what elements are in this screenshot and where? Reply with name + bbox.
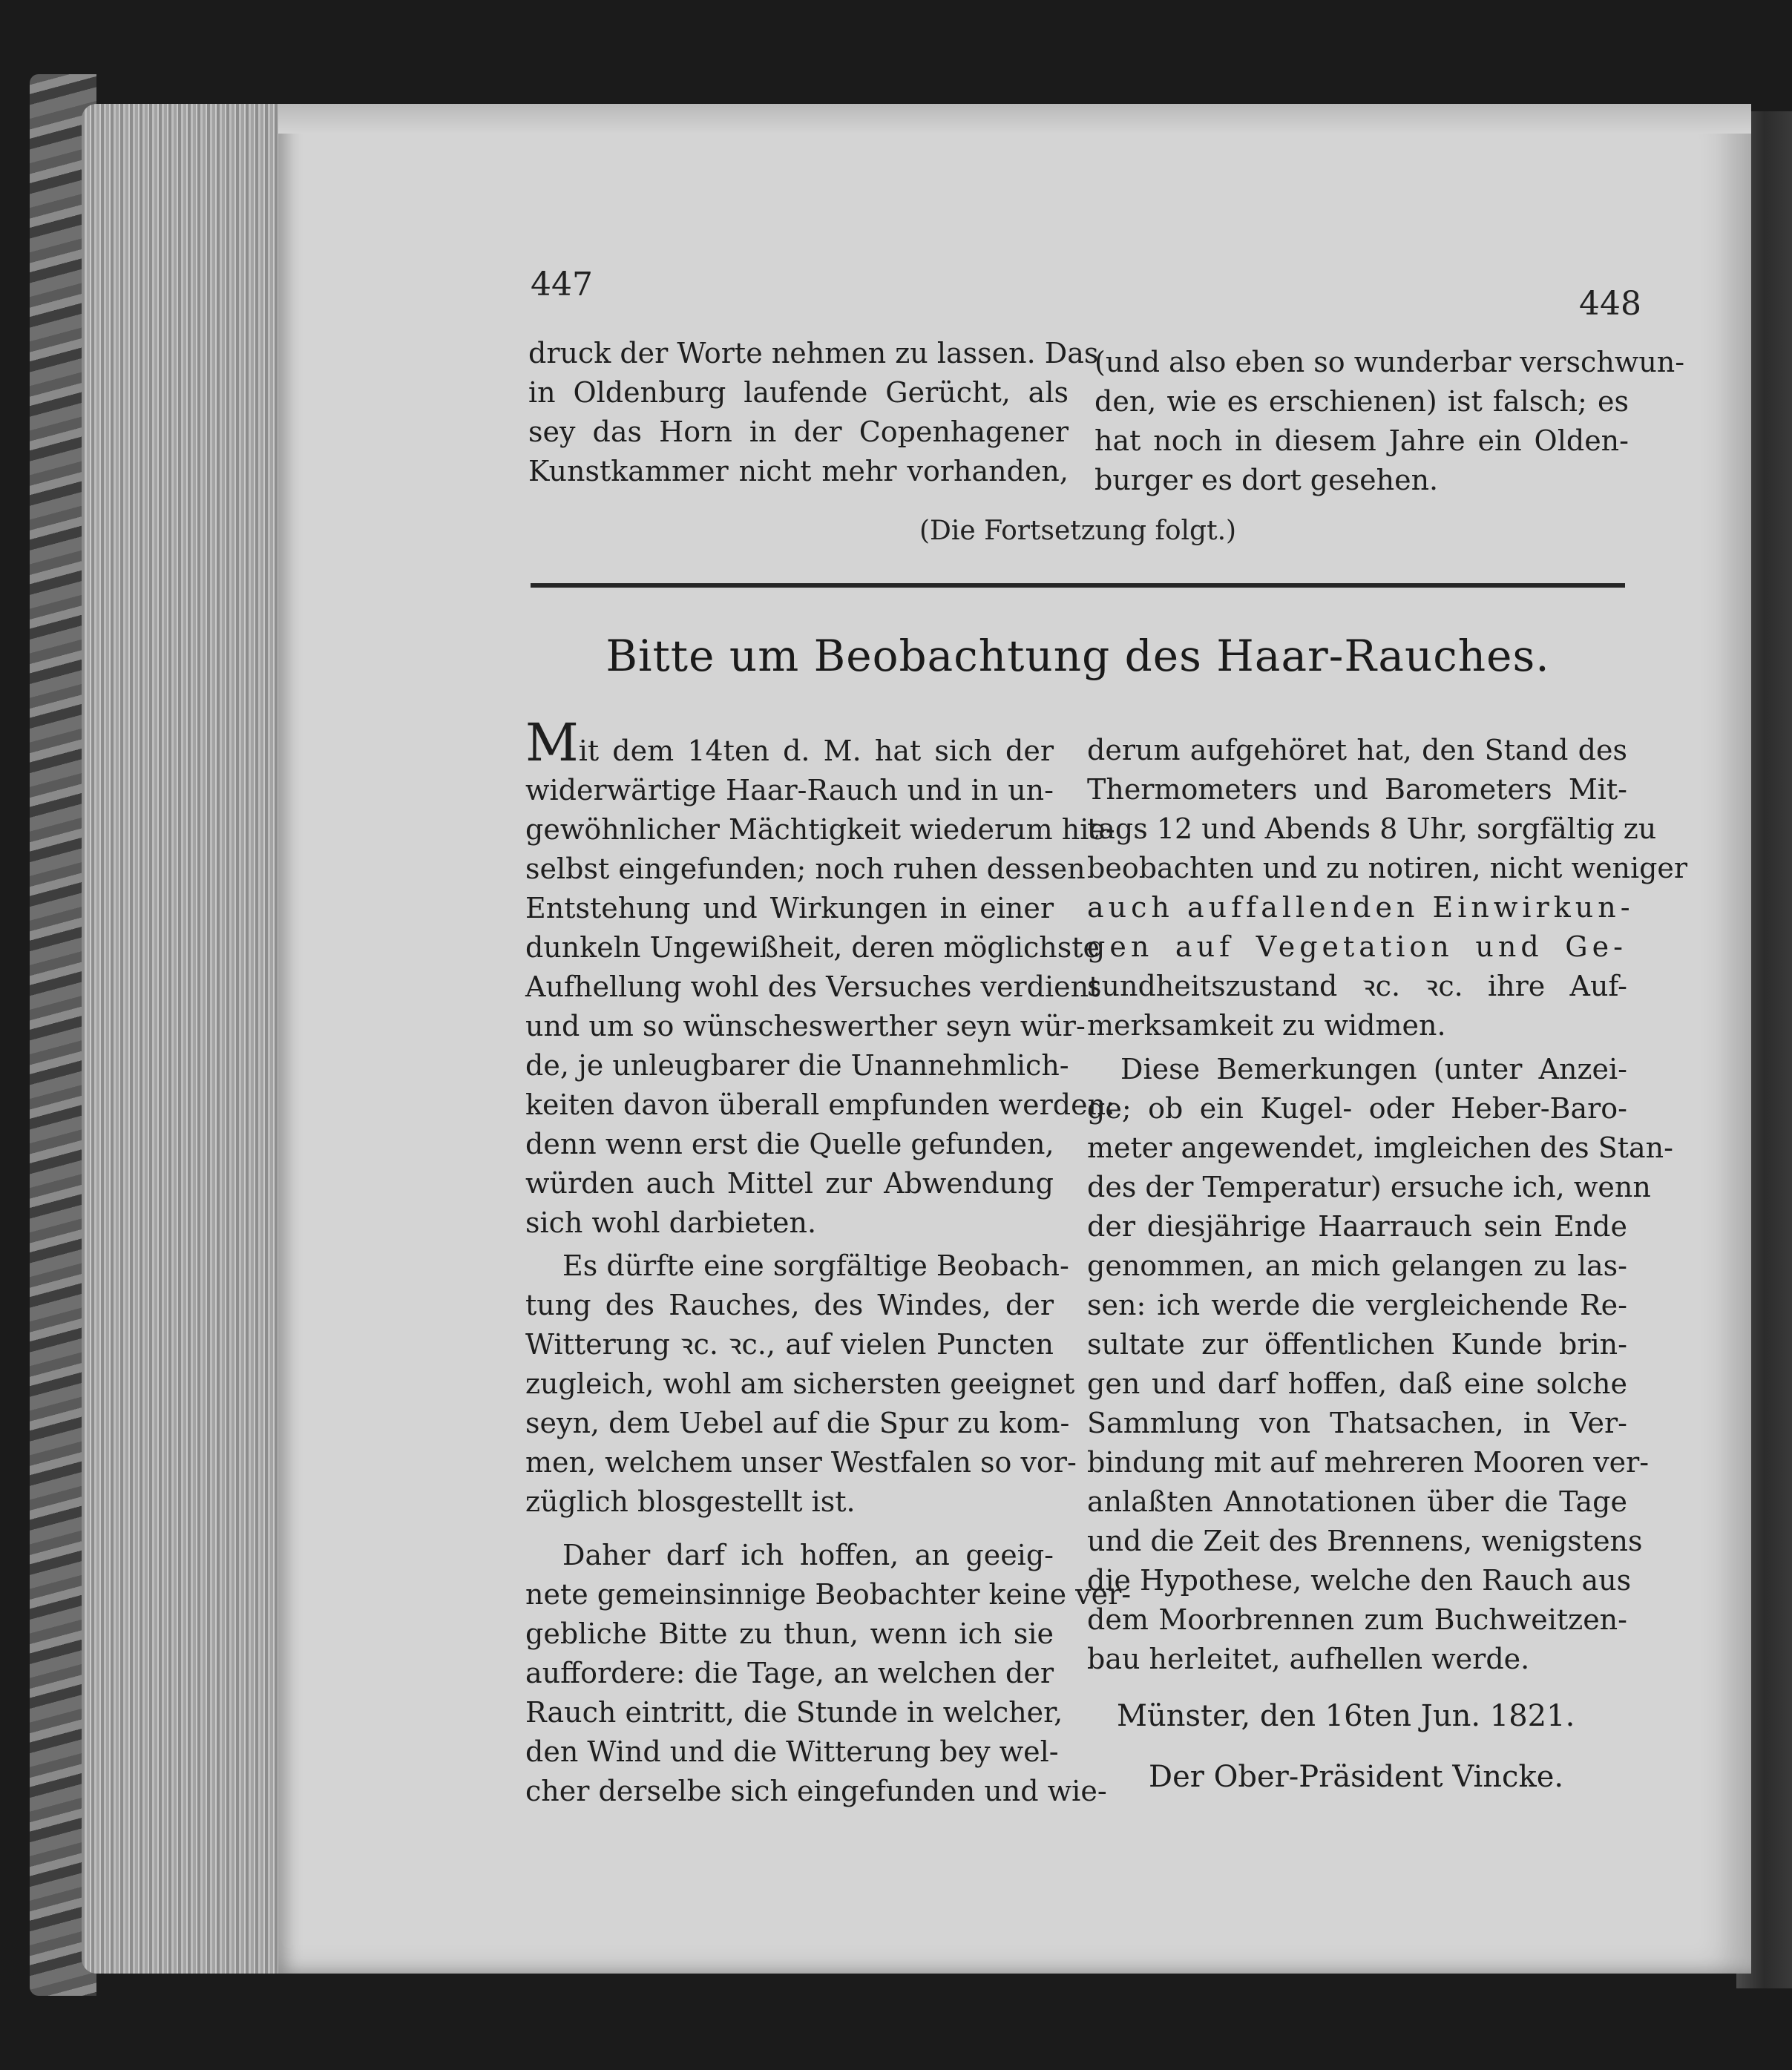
text-line: Aufhellung wohl des Versuches verdient xyxy=(525,970,1100,1003)
text-line: sultate zur öffentlichen Kunde brin- xyxy=(1087,1328,1627,1361)
text-line: auch auffallenden Einwirkun- xyxy=(1087,891,1635,924)
text-line: bau herleitet, aufhellen werde. xyxy=(1087,1643,1530,1675)
text-line: Diese Bemerkungen (unter Anzei- xyxy=(1120,1053,1627,1085)
text-line: Entstehung und Wirkungen in einer xyxy=(525,892,1054,924)
text-line: würden auch Mittel zur Abwendung xyxy=(525,1167,1054,1200)
text-line: den, wie es erschienen) ist falsch; es xyxy=(1094,385,1629,418)
text-line: zugleich, wohl am sichersten geeignet xyxy=(525,1367,1075,1400)
text-line: nete gemeinsinnige Beobachter keine ver- xyxy=(525,1578,1132,1611)
text-line: und die Zeit des Brennens, wenigstens xyxy=(1087,1525,1643,1557)
text-line: merksamkeit zu widmen. xyxy=(1087,1009,1446,1042)
right-column-para-1 xyxy=(1087,731,1688,1045)
text-line: anlaßten Annotationen über die Tage xyxy=(1087,1485,1627,1518)
text-line: ge; ob ein Kugel- oder Heber-Baro- xyxy=(1087,1092,1627,1125)
text-line: dunkeln Ungewißheit, deren möglichste xyxy=(525,931,1100,964)
text-line: der diesjährige Haarrauch sein Ende xyxy=(1087,1210,1627,1243)
text-line: Mit dem 14ten d. M. hat sich der xyxy=(525,712,1054,773)
text-line: sundheitszustand ꝛc. ꝛc. ihre Auf- xyxy=(1087,970,1627,1002)
text-line: des der Temperatur) ersuche ich, wenn xyxy=(1087,1171,1651,1203)
text-line: burger es dort gesehen. xyxy=(1094,464,1439,496)
drop-cap: M xyxy=(525,712,579,773)
signature: Der Ober-Präsident Vincke. xyxy=(1149,1760,1564,1794)
text-line: gen auf Vegetation und Ge- xyxy=(1087,930,1627,963)
text-line: gewöhnlicher Mächtigkeit wiederum hie- xyxy=(525,813,1115,846)
text-line: auffordere: die Tage, an welchen der xyxy=(525,1657,1054,1689)
text-line: Witterung ꝛc. ꝛc., auf vielen Puncten xyxy=(525,1328,1054,1361)
text-line: cher derselbe sich eingefunden und wie- xyxy=(525,1775,1107,1807)
left-column-para-2 xyxy=(525,1246,1077,1522)
text-line: in Oldenburg laufende Gerücht, als xyxy=(528,376,1069,409)
text-line: sen: ich werde die vergleichende Re- xyxy=(1087,1289,1627,1321)
text-line: beobachten und zu notiren, nicht weniger xyxy=(1087,852,1688,884)
page-shadow xyxy=(278,104,1751,134)
page-number-right: 448 xyxy=(1579,285,1641,323)
page-edges xyxy=(82,104,289,1974)
text-line: genommen, an mich gelangen zu las- xyxy=(1087,1249,1627,1282)
text-line: Rauch eintritt, die Stunde in welcher, xyxy=(525,1696,1063,1729)
text-line: men, welchem unser Westfalen so vor- xyxy=(525,1446,1077,1479)
text-line: druck der Worte nehmen zu lassen. Das xyxy=(528,337,1099,369)
text-line: Es dürfte eine sorgfältige Beobach- xyxy=(562,1249,1069,1282)
text-line: tags 12 und Abends 8 Uhr, sorgfältig zu xyxy=(1087,812,1657,845)
text-line: züglich blosgestellt ist. xyxy=(525,1485,856,1518)
text-line: widerwärtige Haar-Rauch und in un- xyxy=(525,774,1054,806)
text-line: derum aufgehöret hat, den Stand des xyxy=(1087,734,1627,766)
text-line: sich wohl darbieten. xyxy=(525,1206,817,1239)
text-line: die Hypothese, welche den Rauch aus xyxy=(1087,1564,1632,1597)
text-line: Sammlung von Thatsachen, in Ver- xyxy=(1087,1407,1627,1439)
continuation-note: (Die Fortsetzung folgt.) xyxy=(919,516,1237,546)
text-line: bindung mit auf mehreren Mooren ver- xyxy=(1087,1446,1650,1479)
text-line: hat noch in diesem Jahre ein Olden- xyxy=(1094,424,1629,457)
text-line: keiten davon überall empfunden werden: xyxy=(525,1088,1115,1121)
text-line: tung des Rauches, des Windes, der xyxy=(525,1289,1054,1321)
page-number-left: 447 xyxy=(531,266,593,303)
text-line: Thermometers und Barometers Mit- xyxy=(1087,773,1627,806)
text-line: sey das Horn in der Copenhagener xyxy=(528,415,1069,448)
text-line: und um so wünscheswerther seyn wür- xyxy=(525,1010,1086,1042)
text-line: selbst eingefunden; noch ruhen dessen xyxy=(525,852,1086,885)
text-line: meter angewendet, imgleichen des Stan- xyxy=(1087,1131,1673,1164)
top-left-column xyxy=(528,334,1099,491)
text-line: seyn, dem Uebel auf die Spur zu kom- xyxy=(525,1407,1070,1439)
left-column-para-1 xyxy=(525,712,1115,1243)
text-line: Daher darf ich hoffen, an geeig- xyxy=(562,1539,1054,1571)
left-column-para-3 xyxy=(525,1536,1132,1811)
text-line: (und also eben so wunderbar verschwun- xyxy=(1094,346,1685,378)
place-date: Münster, den 16ten Jun. 1821. xyxy=(1117,1699,1575,1733)
text-line: denn wenn erst die Quelle gefunden, xyxy=(525,1128,1054,1160)
text-line: den Wind und die Witterung bey wel- xyxy=(525,1735,1059,1768)
text-line: gebliche Bitte zu thun, wenn ich sie xyxy=(525,1617,1054,1650)
text-line: dem Moorbrennen zum Buchweitzen- xyxy=(1087,1603,1627,1636)
right-column-para-2 xyxy=(1087,1050,1673,1679)
text-line: de, je unleugbarer die Unannehmlich- xyxy=(525,1049,1069,1082)
text-line: gen und darf hoffen, daß eine solche xyxy=(1087,1367,1627,1400)
article-title: Bitte um Beobachtung des Haar-Rauches. xyxy=(605,631,1550,681)
section-rule xyxy=(531,583,1625,588)
text-line: Kunstkammer nicht mehr vorhanden, xyxy=(528,455,1069,487)
top-right-column xyxy=(1094,343,1685,500)
